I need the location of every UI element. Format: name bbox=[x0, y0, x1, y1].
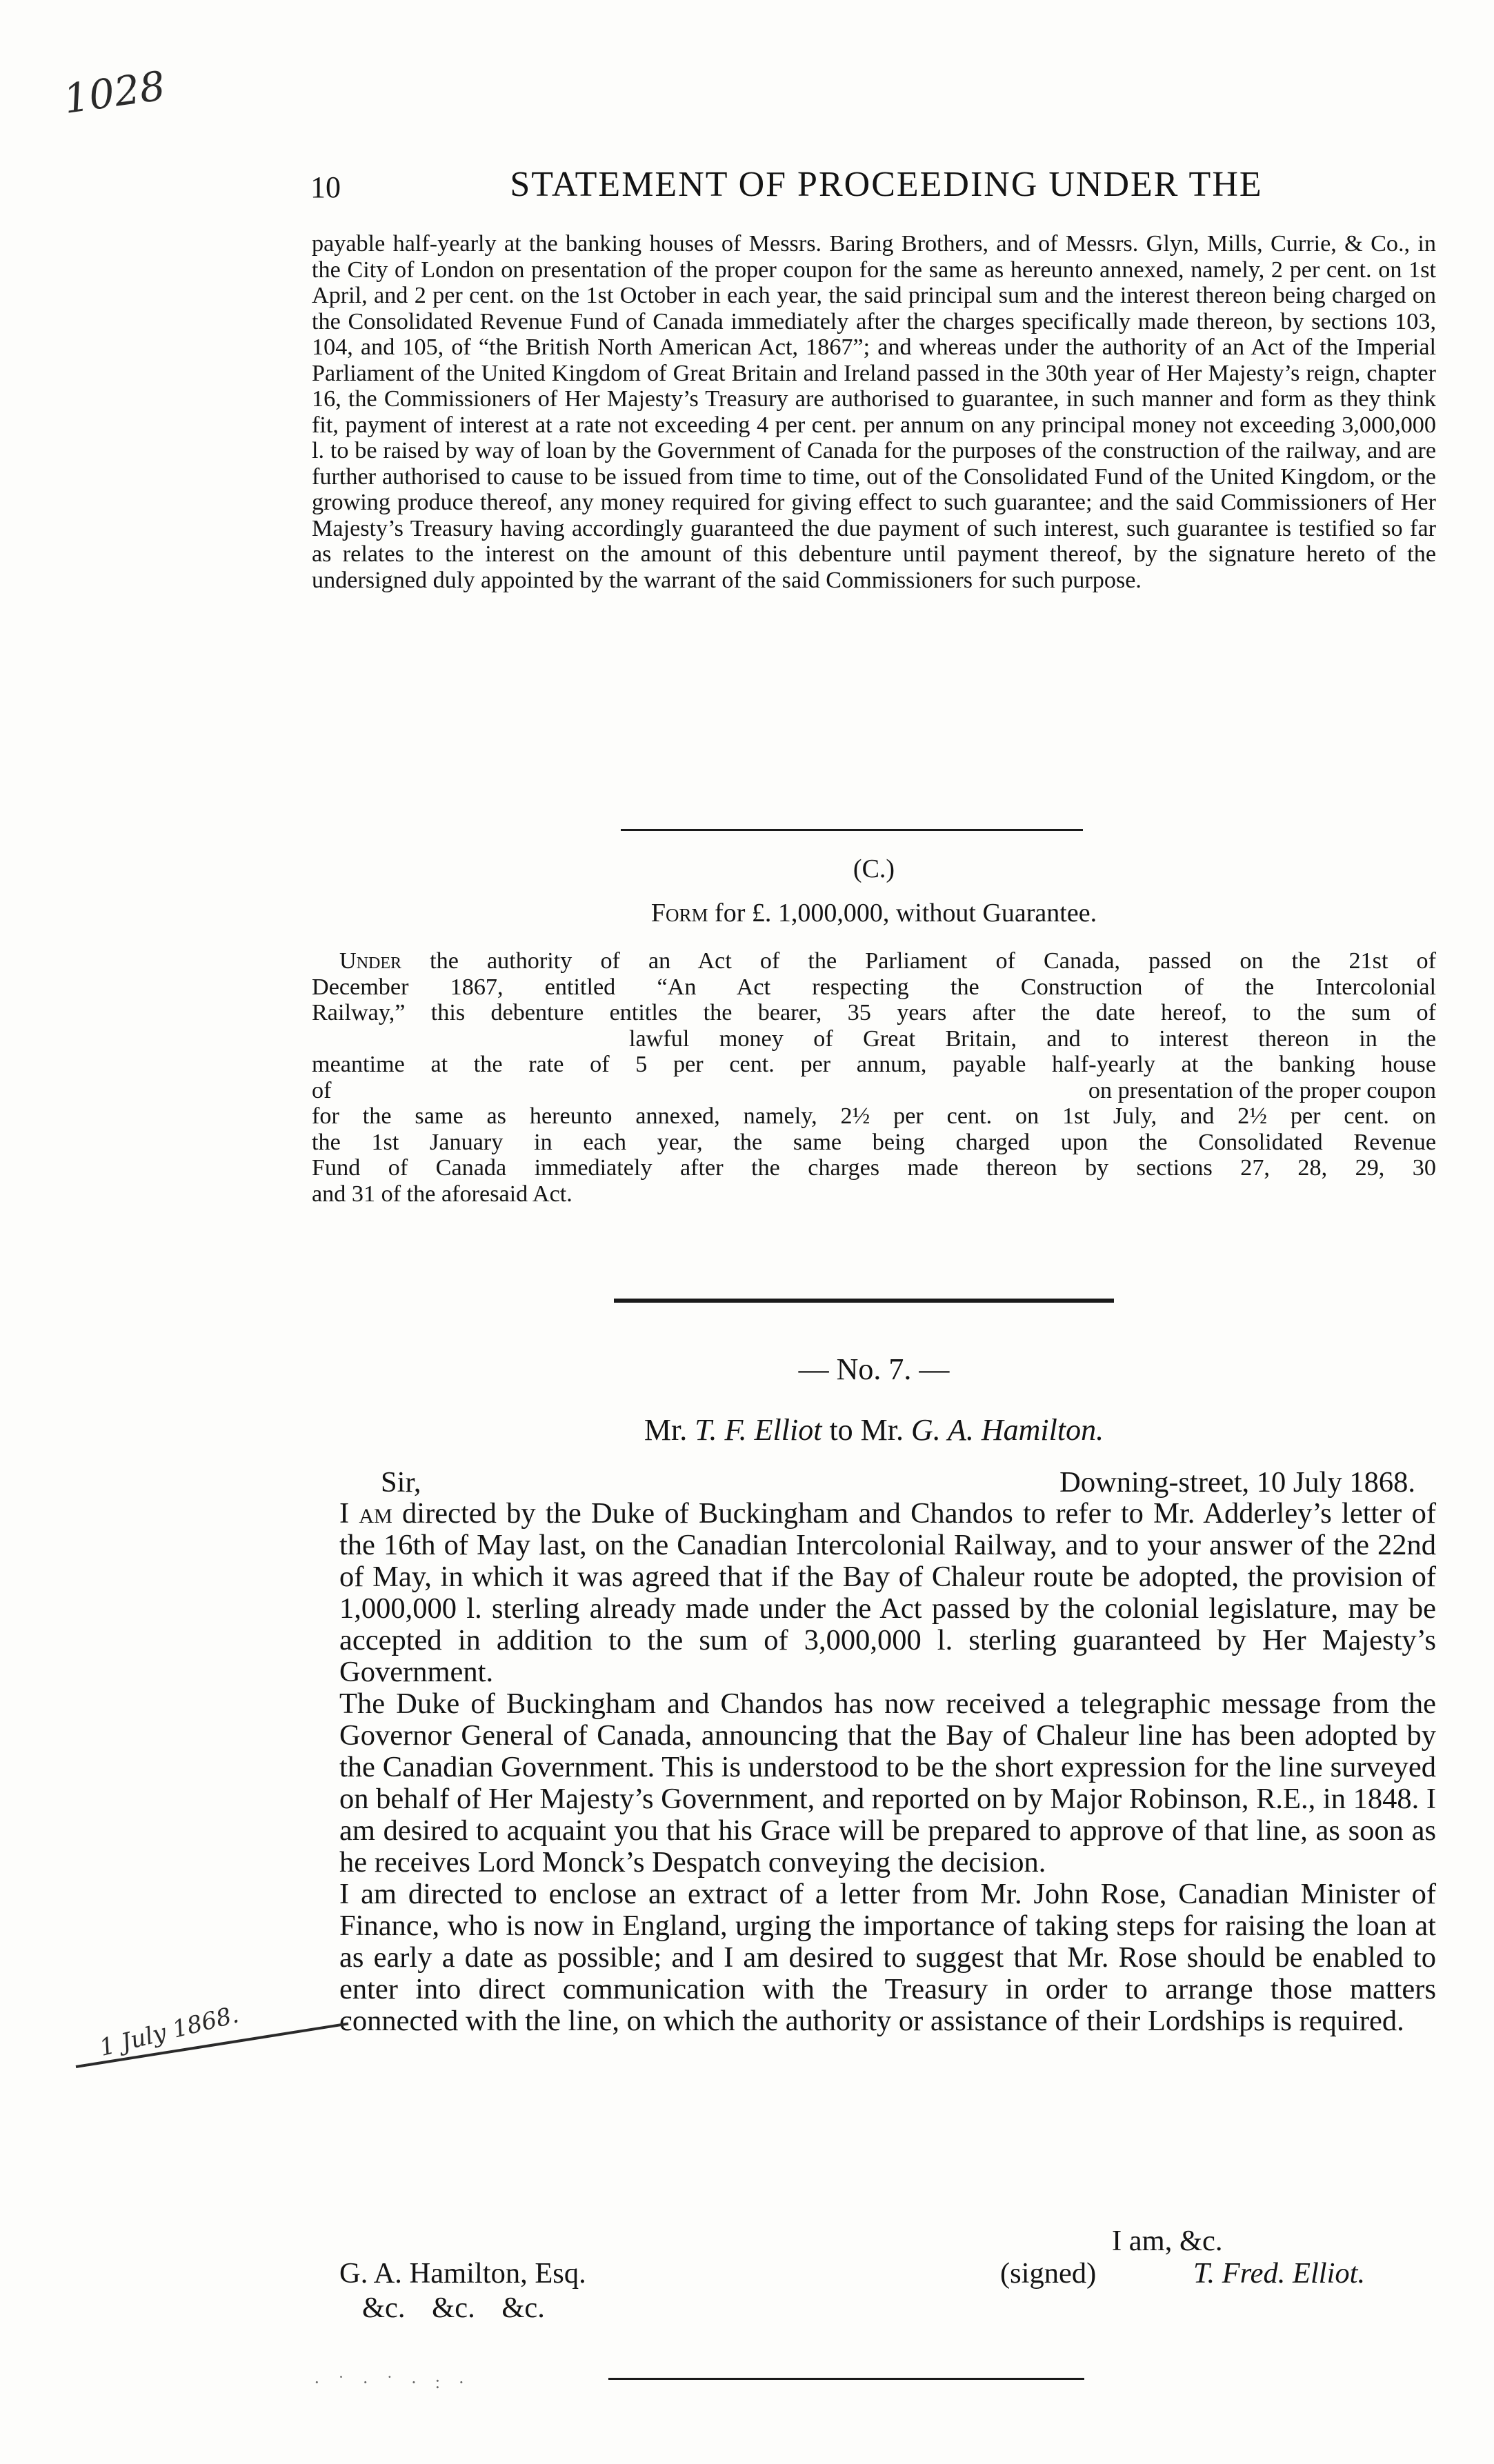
form-c-line-8: the 1st January in each year, the same being charged upon the Consolidated Revenue bbox=[312, 1129, 1436, 1155]
letter-paragraph-1 bbox=[339, 1498, 1436, 1688]
letter-paragraph-1-text: directed by the Duke of Buckingham and Chandos to refer to Mr. Adderley’s letter of the 16th of May last, on the Canadian Intercolonial Railway, and to your answer of the 22nd of May, in which it was agreed that if the Bay of Chaleur route be adopted, the provision of 1,000,000 l. sterling already made under the Act passed by the colonial legislature, may be accepted in addition to the sum of 3,000,000 l. sterling guaranteed by Her Majesty’s Government. bbox=[339, 1497, 1436, 1688]
letter-salutation: Sir, bbox=[381, 1466, 421, 1499]
letter-dateline bbox=[339, 1465, 1436, 1499]
form-c-line-7: for the same as hereunto annexed, namely, 2½ per cent. on 1st July, and 2½ per cent. on bbox=[312, 1103, 1436, 1129]
form-c-line-6b: on presentation of the proper coupon bbox=[1088, 1077, 1436, 1103]
letter-addressee-etc: &c. &c. &c. bbox=[362, 2292, 545, 2324]
letter-heading-from-prefix: Mr. bbox=[644, 1413, 695, 1447]
form-c-title-rest: for £. 1,000,000, without Guarantee. bbox=[708, 899, 1097, 928]
form-c-line-2: December 1867, entitled “An Act respecting the Construction of the Intercolonial bbox=[312, 974, 1436, 1000]
form-c-line-9: Fund of Canada immediately after the charges made thereon by sections 27, 28, 29, 30 bbox=[312, 1155, 1436, 1181]
form-c-line-10: and 31 of the aforesaid Act. bbox=[312, 1181, 572, 1207]
form-c-line-3: Railway,” this debenture entitles the bearer, 35 years after the date hereof, to the sum of bbox=[312, 1000, 1436, 1025]
handwritten-folio-mark: 1028 bbox=[60, 62, 168, 123]
form-c-line-4: lawful money of Great Britain, and to interest thereon in the bbox=[629, 1025, 1436, 1052]
letter-addressee: G. A. Hamilton, Esq. bbox=[339, 2257, 586, 2290]
form-b-continuation: payable half-yearly at the banking houses of Messrs. Baring Brothers, and of Messrs. Glyn, Mills, Currie, & Co., in the City of London on presentation of the proper coupon for the same as hereunto annexed, namely, 2 per cent. on 1st April, and 2 per cent. on the 1st October in each year, the said principal sum and the interest thereon being charged on the Consolidated Revenue Fund of Canada immediately after the charges specifically made thereon, by sections 103, 104, and 105, of “the British North American Act, 1867”; and whereas under the authority of an Act of the Imperial Parliament of the United Kingdom of Great Britain and Ireland passed in the 30th year of Her Majesty’s reign, chapter 16, the Commissioners of Her Majesty’s Treasury are authorised to guarantee, in such manner and form as they think fit, payment of interest at a rate not exceeding 4 per cent. per annum on any principal money not exceeding 3,000,000 l. to be raised by way of loan by the Government of Canada for the purposes of the construction of the railway, and are further authorised to cause to be issued from time to time, out of the Consolidated Fund of the United Kingdom, or the growing produce thereof, any money required for giving effect to such guarantee; and the said Commissioners of Her Majesty’s Treasury having accordingly guaranteed the due payment of such interest, such guarantee is testified so far as relates to the interest on the amount of this debenture until payment thereof, by the signature hereto of the undersigned duly appointed by the warrant of the said Commissioners for such purpose. bbox=[312, 231, 1436, 593]
letter-body bbox=[339, 1498, 1436, 2037]
letter-paragraph-3: I am directed to enclose an extract of a letter from Mr. John Rose, Canadian Minister of Finance, who is now in England, urging the importance of taking steps for raising the loan at as early a date as possible; and I am desired to suggest that Mr. Rose should be enabled to enter into direct communication with the Treasury in order to arrange those matters connected with the line, on which the authority or assistance of their Lordships is required. bbox=[339, 1878, 1436, 2037]
form-c-body bbox=[312, 948, 1436, 1207]
form-c-line-5: meantime at the rate of 5 per cent. per annum, payable half-yearly at the banking house bbox=[312, 1052, 1436, 1077]
running-head bbox=[310, 164, 1435, 212]
form-c-title bbox=[312, 898, 1436, 928]
letter-paragraph-2: The Duke of Buckingham and Chandos has now received a telegraphic message from the Governor General of Canada, announcing that the Bay of Chaleur line has been adopted by the Canadian Government. This is understood to be the short expression for the line surveyed on behalf of Her Majesty’s Government, and reported on by Major Robinson, R.E., in 1848. I am desired to acquaint you that his Grace will be prepared to approve of that line, as soon as he receives Lord Monck’s Despatch conveying the decision. bbox=[339, 1687, 1436, 1879]
letter-from-name: T. F. Elliot bbox=[695, 1413, 822, 1447]
letter-number: — No. 7. — bbox=[798, 1352, 950, 1386]
letter-to-name: G. A. Hamilton. bbox=[911, 1413, 1104, 1447]
margin-note: 1 July 1868. bbox=[97, 2001, 242, 2062]
form-c-title-lead: Form bbox=[650, 899, 708, 928]
page-number: 10 bbox=[310, 170, 341, 204]
section-divider-heavy bbox=[614, 1299, 1114, 1303]
closing-divider bbox=[608, 2378, 1084, 2380]
form-c-lead-word: Under bbox=[339, 948, 402, 974]
form-c-label: (C.) bbox=[853, 854, 895, 883]
running-head-title: STATEMENT OF PROCEEDING UNDER THE bbox=[510, 165, 1263, 204]
letter-heading bbox=[312, 1412, 1436, 1448]
letter-heading-to-prefix: to Mr. bbox=[821, 1413, 912, 1447]
section-divider bbox=[621, 829, 1083, 831]
paper-specks: · ˙ · ˙ · : · bbox=[314, 2372, 472, 2392]
form-c-line-1: the authority of an Act of the Parliament of Canada, passed on the 21st of bbox=[401, 948, 1436, 974]
letter-signed-label: (signed) bbox=[1000, 2257, 1097, 2290]
letter-place-date: Downing-street, 10 July 1868. bbox=[1059, 1466, 1415, 1499]
letter-signature: T. Fred. Elliot. bbox=[1193, 2257, 1366, 2290]
form-c-line-6a: of bbox=[312, 1077, 332, 1103]
letter-closing: I am, &c. bbox=[1112, 2225, 1223, 2257]
letter-lead-words: I am bbox=[339, 1497, 392, 1530]
